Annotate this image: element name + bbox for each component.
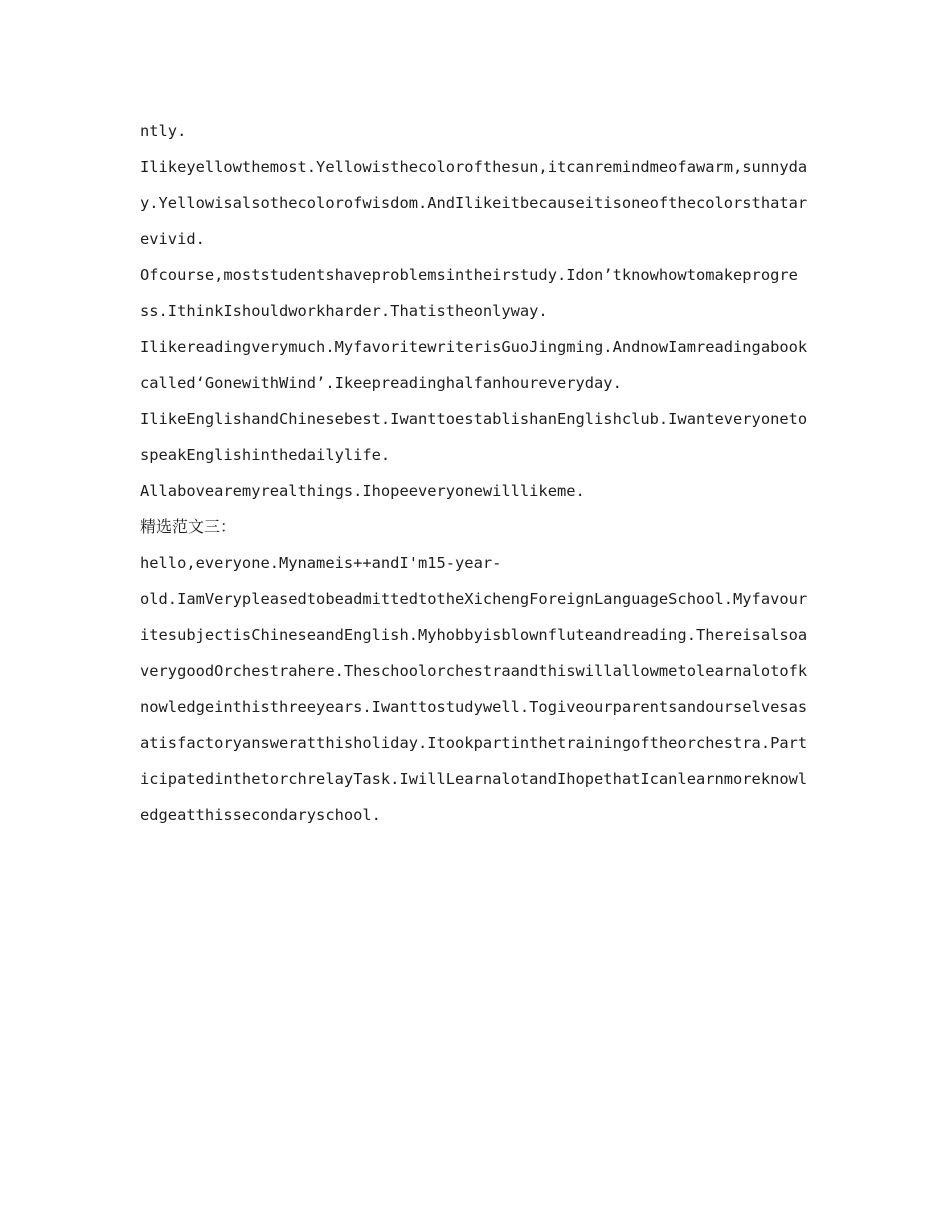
text-line: Ofcourse,moststudentshaveproblemsintheirstudy.Idon’tknowhowtomakeprogre <box>140 266 798 284</box>
text-line: icipatedinthetorchrelayTask.IwillLearnalotandIhopethatIcanlearnmoreknowl <box>140 770 808 788</box>
text-line: edgeatthissecondaryschool. <box>140 806 381 824</box>
text-line: IlikeEnglishandChinesebest.IwanttoestablishanEnglishclub.Iwanteveryoneto <box>140 410 808 428</box>
text-line: Allabovearemyrealthings.Ihopeeveryonewilllikeme. <box>140 482 585 500</box>
text-line: ss.IthinkIshouldworkharder.Thatistheonlyway. <box>140 302 548 320</box>
text-line: nowledgeinthisthreeyears.Iwanttostudywell.Togiveourparentsandourselvesas <box>140 698 808 716</box>
text-line: verygoodOrchestrahere.Theschoolorchestraandthiswillallowmetolearnalotofk <box>140 662 808 680</box>
text-line: itesubjectisChineseandEnglish.Myhobbyisblownfluteandreading.Thereisalsoa <box>140 626 808 644</box>
text-line: Ilikereadingverymuch.MyfavoritewriterisGuoJingming.AndnowIamreadingabook <box>140 338 808 356</box>
text-line: evivid. <box>140 230 205 248</box>
section-heading: 精选范文三： <box>140 517 237 536</box>
text-line: hello,everyone.Mynameis++andI'm15-year- <box>140 554 502 572</box>
text-line: speakEnglishinthedailylife. <box>140 446 391 464</box>
text-line: called‘GonewithWind’.Ikeepreadinghalfanhoureveryday. <box>140 374 622 392</box>
text-line: Ilikeyellowthemost.Yellowisthecolorofthesun,itcanremindmeofawarm,sunnyda <box>140 158 808 176</box>
text-line: y.Yellowisalsothecolorofwisdom.AndIlikeitbecauseitisoneofthecolorsthatar <box>140 194 808 212</box>
text-line: old.IamVerypleasedtobeadmittedtotheXichengForeignLanguageSchool.Myfavour <box>140 590 808 608</box>
text-line: atisfactoryansweratthisholiday.Itookpartinthetrainingoftheorchestra.Part <box>140 734 808 752</box>
text-line: ntly. <box>140 122 187 140</box>
document-body <box>140 113 812 833</box>
